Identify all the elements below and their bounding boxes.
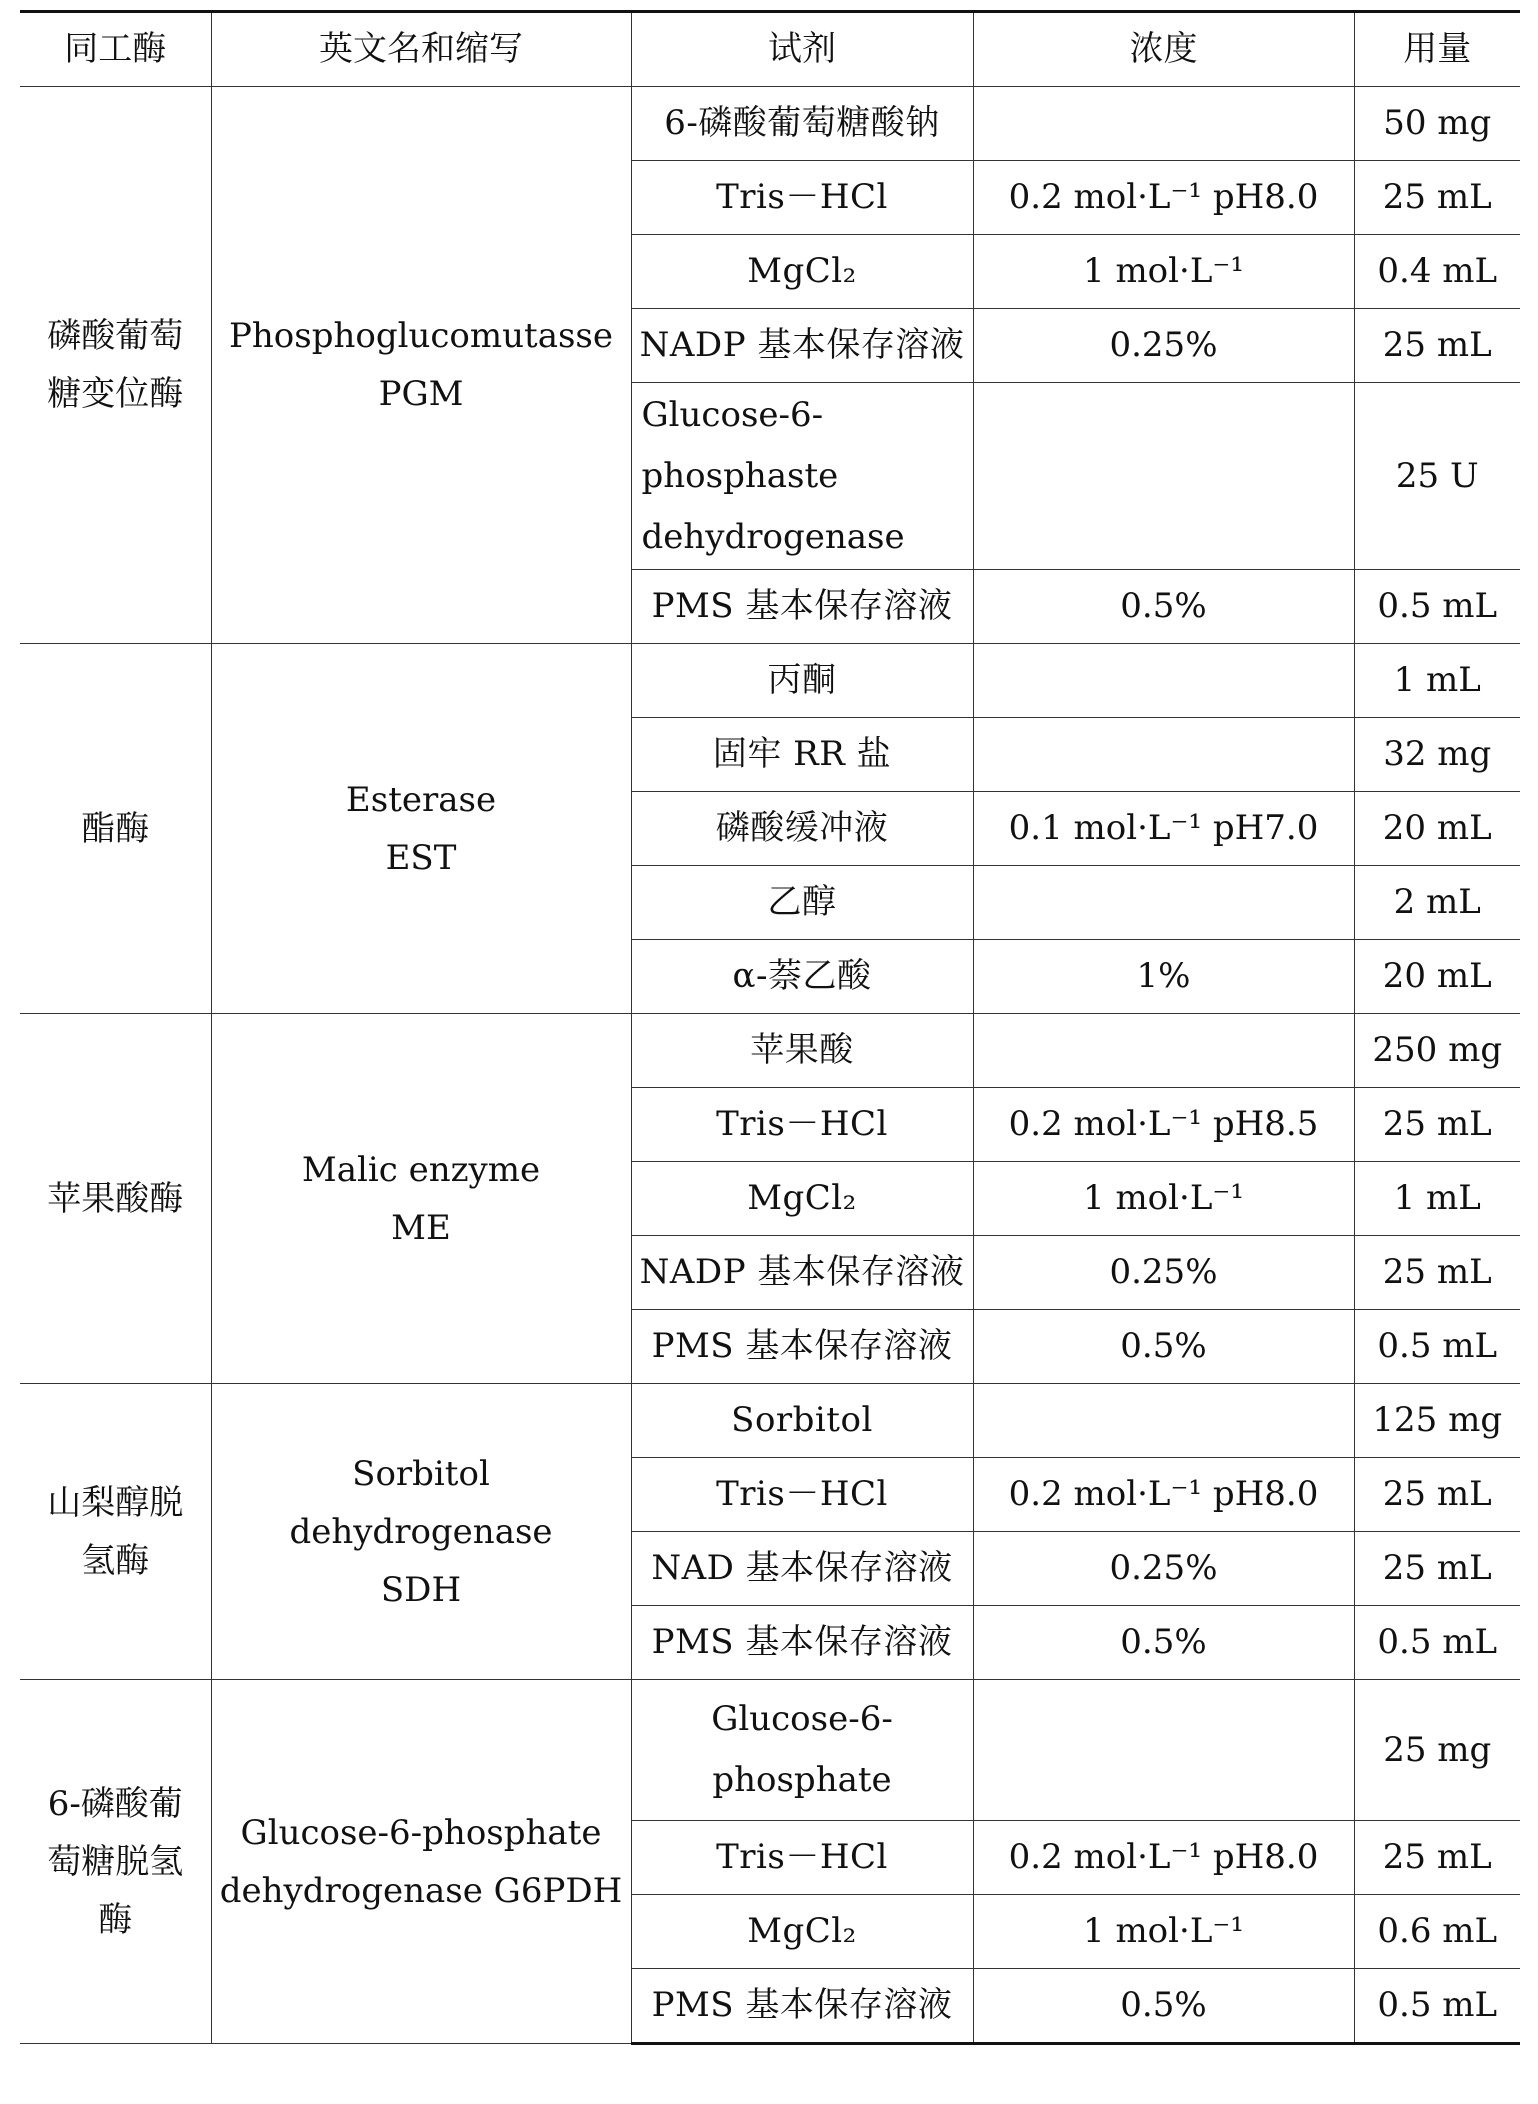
amount-cell: 25 mL: [1354, 1236, 1520, 1310]
amount-cell: 125 mg: [1354, 1384, 1520, 1458]
amount-cell: 2 mL: [1354, 866, 1520, 940]
concentration-cell: 0.2 mol·L⁻¹ pH8.0: [973, 1458, 1354, 1532]
concentration-cell: [973, 866, 1354, 940]
concentration-cell: 1 mol·L⁻¹: [973, 1162, 1354, 1236]
concentration-cell: [973, 1384, 1354, 1458]
amount-cell: 25 mL: [1354, 309, 1520, 383]
amount-cell: 1 mL: [1354, 1162, 1520, 1236]
reagent-cell: Tris－HCl: [631, 161, 973, 235]
concentration-cell: 0.25%: [973, 1532, 1354, 1606]
reagent-cell: Glucose-6-phosphate: [631, 1680, 973, 1821]
concentration-cell: 0.2 mol·L⁻¹ pH8.0: [973, 1821, 1354, 1895]
isozyme-en-name: Phosphoglucomutasse PGM: [211, 87, 631, 644]
amount-cell: 50 mg: [1354, 87, 1520, 161]
header-english-name: 英文名和缩写: [211, 12, 631, 87]
concentration-cell: [973, 87, 1354, 161]
isozyme-cn-name: 酯酶: [20, 644, 211, 1014]
amount-cell: 0.6 mL: [1354, 1895, 1520, 1969]
reagent-cell: 固牢 RR 盐: [631, 718, 973, 792]
concentration-cell: 0.5%: [973, 570, 1354, 644]
reagent-cell: PMS 基本保存溶液: [631, 1969, 973, 2044]
isozyme-en-name: Malic enzyme ME: [211, 1014, 631, 1384]
amount-cell: 0.5 mL: [1354, 570, 1520, 644]
concentration-cell: 0.5%: [973, 1310, 1354, 1384]
table-row: [20, 644, 1520, 718]
concentration-cell: 0.2 mol·L⁻¹ pH8.0: [973, 161, 1354, 235]
concentration-cell: [973, 644, 1354, 718]
concentration-cell: 0.2 mol·L⁻¹ pH8.5: [973, 1088, 1354, 1162]
header-isozyme: 同工酶: [20, 12, 211, 87]
concentration-cell: 0.25%: [973, 309, 1354, 383]
reagent-cell: Sorbitol: [631, 1384, 973, 1458]
amount-cell: 25 mL: [1354, 1532, 1520, 1606]
amount-cell: 20 mL: [1354, 792, 1520, 866]
reagent-cell: PMS 基本保存溶液: [631, 570, 973, 644]
header-amount: 用量: [1354, 12, 1520, 87]
reagent-cell: Tris－HCl: [631, 1088, 973, 1162]
reagent-cell: PMS 基本保存溶液: [631, 1606, 973, 1680]
reagent-cell: 丙酮: [631, 644, 973, 718]
amount-cell: 25 U: [1354, 383, 1520, 570]
amount-cell: 0.5 mL: [1354, 1606, 1520, 1680]
reagent-cell: NAD 基本保存溶液: [631, 1532, 973, 1606]
reagent-cell: 磷酸缓冲液: [631, 792, 973, 866]
reagent-cell: α-萘乙酸: [631, 940, 973, 1014]
amount-cell: 20 mL: [1354, 940, 1520, 1014]
header-row: [20, 12, 1520, 87]
amount-cell: 0.5 mL: [1354, 1310, 1520, 1384]
isozyme-cn-name: 6-磷酸葡萄糖脱氢酶: [20, 1680, 211, 2044]
isozyme-cn-name: 磷酸葡萄糖变位酶: [20, 87, 211, 644]
amount-cell: 25 mL: [1354, 1821, 1520, 1895]
isozyme-cn-name: 山梨醇脱氢酶: [20, 1384, 211, 1680]
header-reagent: 试剂: [631, 12, 973, 87]
table-row: [20, 1680, 1520, 1821]
amount-cell: 25 mg: [1354, 1680, 1520, 1821]
reagent-cell: Glucose-6-phosphaste dehydrogenase: [631, 383, 973, 570]
concentration-cell: [973, 1680, 1354, 1821]
concentration-cell: 1 mol·L⁻¹: [973, 235, 1354, 309]
concentration-cell: [973, 718, 1354, 792]
concentration-cell: 0.5%: [973, 1606, 1354, 1680]
concentration-cell: [973, 1014, 1354, 1088]
amount-cell: 0.4 mL: [1354, 235, 1520, 309]
reagent-cell: 6-磷酸葡萄糖酸钠: [631, 87, 973, 161]
reagent-cell: 乙醇: [631, 866, 973, 940]
reagent-cell: Tris－HCl: [631, 1821, 973, 1895]
amount-cell: 250 mg: [1354, 1014, 1520, 1088]
amount-cell: 25 mL: [1354, 1458, 1520, 1532]
concentration-cell: 1 mol·L⁻¹: [973, 1895, 1354, 1969]
isozyme-en-name: Glucose-6-phosphate dehydrogenase G6PDH: [211, 1680, 631, 2044]
table-row: [20, 87, 1520, 161]
table-row: [20, 1384, 1520, 1458]
isozyme-en-name: Esterase EST: [211, 644, 631, 1014]
amount-cell: 32 mg: [1354, 718, 1520, 792]
amount-cell: 1 mL: [1354, 644, 1520, 718]
reagent-cell: MgCl₂: [631, 1162, 973, 1236]
concentration-cell: [973, 383, 1354, 570]
amount-cell: 25 mL: [1354, 161, 1520, 235]
reagent-cell: Tris－HCl: [631, 1458, 973, 1532]
concentration-cell: 1%: [973, 940, 1354, 1014]
isozyme-reagent-table: [20, 10, 1520, 2045]
reagent-cell: NADP 基本保存溶液: [631, 309, 973, 383]
reagent-cell: MgCl₂: [631, 1895, 973, 1969]
concentration-cell: 0.5%: [973, 1969, 1354, 2044]
amount-cell: 0.5 mL: [1354, 1969, 1520, 2044]
table-row: [20, 1014, 1520, 1088]
reagent-cell: PMS 基本保存溶液: [631, 1310, 973, 1384]
reagent-cell: MgCl₂: [631, 235, 973, 309]
reagent-cell: NADP 基本保存溶液: [631, 1236, 973, 1310]
reagent-cell: 苹果酸: [631, 1014, 973, 1088]
header-concentration: 浓度: [973, 12, 1354, 87]
concentration-cell: 0.1 mol·L⁻¹ pH7.0: [973, 792, 1354, 866]
amount-cell: 25 mL: [1354, 1088, 1520, 1162]
isozyme-cn-name: 苹果酸酶: [20, 1014, 211, 1384]
concentration-cell: 0.25%: [973, 1236, 1354, 1310]
isozyme-en-name: Sorbitol dehydrogenase SDH: [211, 1384, 631, 1680]
